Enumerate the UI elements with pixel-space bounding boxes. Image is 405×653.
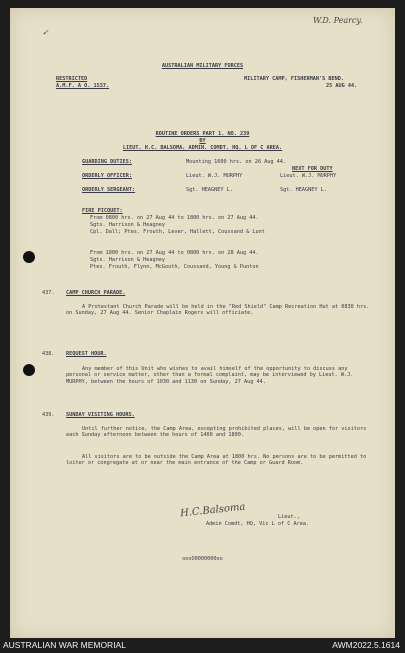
orderly-sergeant-label: ORDERLY SERGEANT: xyxy=(82,187,136,193)
tick-mark: ✓ xyxy=(42,28,49,37)
orderly-sergeant-value: Sgt. HEAGNEY L. xyxy=(186,187,233,193)
handwritten-corner-note: W.D. Pearcy. xyxy=(313,16,363,25)
orders-title: ROUTINE ORDERS PART 1. NO. 239 xyxy=(155,131,250,137)
punch-hole-bottom xyxy=(23,364,35,376)
signature-scrawl: H.C.Balsoma xyxy=(179,501,246,520)
document-title: AUSTRALIAN MILITARY FORCES xyxy=(161,63,244,69)
section-heading: CAMP CHURCH PARADE. xyxy=(66,290,126,296)
section-number: 437. xyxy=(42,290,55,296)
document-page xyxy=(10,8,395,638)
document-date: 25 AUG 44. xyxy=(326,83,358,89)
next-for-duty-label: NEXT FOR DUTY xyxy=(292,166,333,172)
form-reference: A.M.F. A O. 1537. xyxy=(56,83,110,89)
orderly-officer-next: Lieut. W.J. MURPHY xyxy=(280,173,337,179)
orderly-officer-value: Lieut. W.J. MURPHY xyxy=(186,173,243,179)
section-heading: SUNDAY VISITING HOURS. xyxy=(66,412,135,418)
fire-picquet-line: From 0800 hrs. on 27 Aug 44 to 1800 hrs. on 27 Aug 44. xyxy=(90,215,259,221)
camp-name: MILITARY CAMP, FISHERMAN'S BEND. xyxy=(244,76,344,82)
orders-by: BY xyxy=(199,138,206,144)
section-paragraph: Any member of this Unit who wishes to avail himself of the opportunity to discuss any personal or service matter, other than a formal complaint, may be interviewed by Lieut. W.J. MURPHY, between the hours of 1030 and 1130 on Sunday, 27 Aug 44. xyxy=(66,366,354,385)
signature-rank: Lieut., xyxy=(278,514,300,520)
footer-source: AUSTRALIAN WAR MEMORIAL xyxy=(3,640,126,650)
guard-duties-label: GUARDING DUTIES: xyxy=(82,159,132,165)
section-heading: REQUEST HOUR. xyxy=(66,351,107,357)
section-paragraph: A Protestant Church Parade will be held in the "Red Shield" Camp Recreation Hut at 0830 hrs. on Sunday, 27 Aug 44. Senior Chaplain Rogers will officiate. xyxy=(66,304,370,317)
section-paragraph: All visitors are to be outside the Camp Area at 1800 hrs. No persons are to be permitted to loiter or congregate at or near the main entrance of the Camp or Guard Room. xyxy=(66,454,367,467)
section-paragraph: Until further notice, the Camp Area, excepting prohibited places, will be open for visitors each Sunday afternoon between the hours of 1400 and 1800. xyxy=(66,426,367,439)
orderly-sergeant-next: Sgt. HEAGNEY L. xyxy=(280,187,327,193)
punch-hole-top xyxy=(23,251,35,263)
fire-picquet-line: Cpl. Dall; Ptes. Frouth, Lever, Hallett, Coussand & Lunt xyxy=(90,229,265,235)
section-number: 439. xyxy=(42,412,55,418)
guard-duties-value: Mounting 1600 hrs. on 26 Aug 44. xyxy=(186,159,286,165)
end-mark: oooO0000000oo xyxy=(182,556,223,562)
restricted-label: RESTRICTED xyxy=(56,76,88,82)
archive-footer xyxy=(0,638,405,653)
signature-title: Admin Comdt, HQ, Vic L of C Area. xyxy=(206,521,310,527)
fire-picquet-label: FIRE PICQUET: xyxy=(82,208,123,214)
orders-issuer: LIEUT. H.C. BALSOMA, ADMIN. COMDT. HQ. L OF C AREA. xyxy=(122,145,283,151)
fire-picquet-line: Ptes. Frouth, Flynn, McGouth, Coussand, Young & Punton xyxy=(90,264,259,270)
fire-picquet-line: From 1800 hrs. on 27 Aug 44 to 0800 hrs. on 28 Aug 44. xyxy=(90,250,259,256)
fire-picquet-line: Sgts. Harrison & Heagney xyxy=(90,222,165,228)
footer-reference: AWM2022.5.1614 xyxy=(332,640,400,650)
orderly-officer-label: ORDERLY OFFICER: xyxy=(82,173,132,179)
section-number: 438. xyxy=(42,351,55,357)
fire-picquet-line: Sgts. Harrison & Heagney xyxy=(90,257,165,263)
